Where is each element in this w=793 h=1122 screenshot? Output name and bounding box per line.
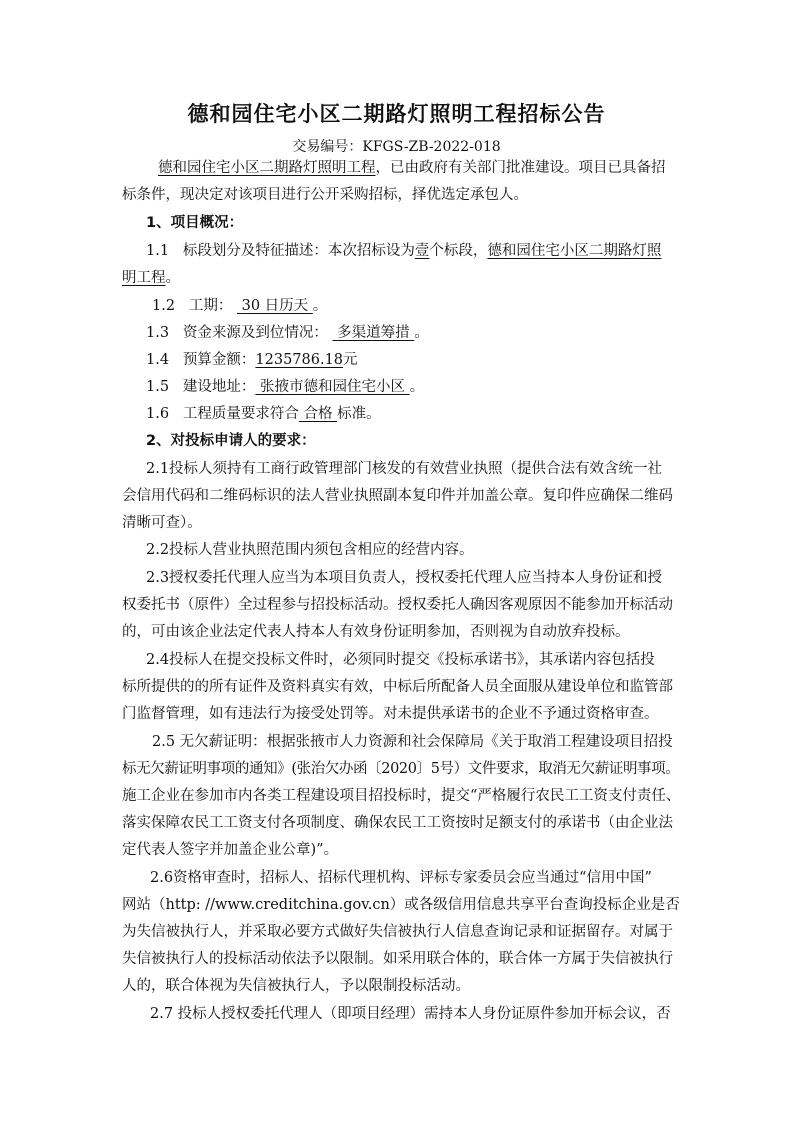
para-2-6-line-1: 2.6资格审查时，招标人、招标代理机构、评标专家委员会应当通过“信用中国” [150,870,652,886]
section1-heading: 1、项目概况： [146,215,244,231]
para-2-1-line-2: 会信用代码和二维码标识的法人营业执照副本复印件并加盖公章。复印件应确保二维码 [122,488,673,504]
project-name: 德和园住宅小区二期路灯照明工程 [158,160,376,176]
para-2-7-line-1: 2.7 投标人授权委托代理人（即项目经理）需持本人身份证原件参加开标会议，否 [150,1006,671,1022]
para-2-5-line-4: 落实保障农民工工资支付各项制度、确保农民工工资按时足额支付的承诺书（由企业法 [122,815,673,831]
para-2-6-line-5: 人的，联合体视为失信被执行人，予以限制投标活动。 [122,978,470,994]
item-1-3: 1.3 资金来源及到位情况： 多渠道筹措 。 [146,325,429,341]
intro-line-2: 标条件，现决定对该项目进行公开采购招标，择优选定承包人。 [122,187,528,203]
item-1-2: 1.2 工期： 30 日历天 。 [152,298,328,314]
para-2-4-line-2: 标所提供的的所有证件及资料真实有效，中标后所配备人员全面服从建设单位和监管部 [122,679,673,695]
para-2-4-line-3: 门监督管理，如有违法行为接受处罚等。对未提供承诺书的企业不予通过资格审查。 [122,706,659,722]
para-2-6-line-2: 网站（http: //www.creditchina.gov.cn）或各级信用信息共享平台查询投标企业是否 [122,897,680,913]
item-1-1-cont: 明工程。 [122,270,180,286]
para-2-5-line-2: 标无欠薪证明事项的通知》(张治欠办函〔2020〕5号）文件要求，取消无欠薪证明事项。 [122,761,680,777]
intro-line-1: 德和园住宅小区二期路灯照明工程，已由政府有关部门批准建设。项目已具备招 [158,160,666,176]
item-1-1: 1.1 标段划分及特征描述：本次招标设为壹个标段，德和园住宅小区二期路灯照 [146,243,662,259]
transaction-code: 交易编号：KFGS-ZB-2022-018 [292,139,501,155]
para-2-1-line-3: 清晰可查）。 [122,515,202,531]
para-2-2-line-1: 2.2投标人营业执照范围内须包含相应的经营内容。 [146,542,474,558]
item-1-4: 1.4 预算金额：1235786.18元 [146,352,358,368]
item-1-6: 1.6 工程质量要求符合 合格 标准。 [146,406,381,422]
para-2-5-line-3: 施工企业在参加市内各类工程建设项目招投标时，提交“严格履行农民工工资支付责任、 [122,788,681,804]
para-2-5-line-1: 2.5 无欠薪证明：根据张掖市人力资源和社会保障局《关于取消工程建设项目招投 [152,734,673,750]
para-2-5-line-5: 定代表人签字并加盖企业公章)”。 [122,842,339,858]
para-2-6-line-3: 为失信被执行人，并采取必要方式做好失信被执行人信息查询记录和证据留存。对属于 [122,924,673,940]
para-2-6-line-4: 失信被执行人的投标活动依法予以限制。如采用联合体的，联合体一方属于失信被执行 [122,951,673,967]
item-1-5: 1.5 建设地址： 张掖市德和园住宅小区 。 [146,379,425,395]
para-2-3-line-1: 2.3授权委托代理人应当为本项目负责人，授权委托代理人应当持本人身份证和授 [146,570,663,586]
para-2-3-line-3: 的，可由该企业法定代表人持本人有效身份证明参加，否则视为自动放弃投标。 [122,624,630,640]
section2-heading: 2、对投标申请人的要求： [146,433,316,449]
para-2-4-line-1: 2.4投标人在提交投标文件时，必须同时提交《投标承诺书》，其承诺内容包括投 [146,652,655,668]
document-title: 德和园住宅小区二期路灯照明工程招标公告 [187,102,606,126]
para-2-1-line-1: 2.1投标人须持有工商行政管理部门核发的有效营业执照（提供合法有效含统一社 [146,461,663,477]
para-2-3-line-2: 权委托书（原件）全过程参与招投标活动。授权委托人确因客观原因不能参加开标活动 [122,597,673,613]
